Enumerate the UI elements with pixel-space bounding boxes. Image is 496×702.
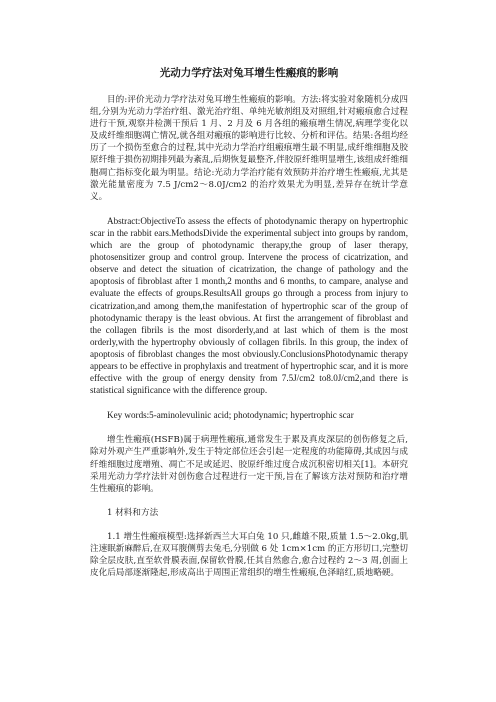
keywords: Key words:5-aminolevulinic acid; photodynamic; hypertrophic scar (107, 410, 354, 421)
introduction-paragraph: 增生性瘢痕(HSFB)属于病理性瘢痕,通常发生于累及真皮深层的创伤修复之后,除对外观产生严重影响外,发生于特定部位还会引起一定程度的功能障碍,其成因与成纤维细胞过度增殖、凋亡不足或延迟、胶原纤维过度合成沉积密切相关[1]。本研究采用光动力学疗法针对创伤愈合过程进行一定干预,旨在了解该方法对预防和治疗增生性瘢痕的影响。 (90, 435, 408, 494)
abstract-english: Abstract:ObjectiveTo assess the effects of photodynamic therapy on hypertrophic scar in the rabbit ears.MethodsDivide the experimental subject into groups by random, which are the group of photodynamic therapy,the group of laser therapy, photosensitizer group and control group. Intervene the process of cicatrization, and observe and detect the situation of cicatrization, the change of pathology and the apoptosis of fibroblast after 1 month,2 months and 6 months, to campare, analyse and evaluate the effects of groups.ResultsAll groups go through a process from injury to cicatrization,and among them,the manifestation of hypertrophic scar of the group of photodynamic therapy is the least obvious. At first the arrangement of fibroblast and the collagen fibrils is the most disorderly,and at last which of them is the most orderly,with the hypertrophy obviously of collagen fibrils. In this group, the index of apoptosis of fibroblast changes the most obviously.ConclusionsPhotodynamic therapy appears to be effective in prophylaxis and treatment of hypertrophic scar, and it is more effective with the group of energy density from 7.5J/cm2 to8.0J/cm2,and there is statistical significance with the difference group. (90, 215, 408, 396)
paper-title: 光动力学疗法对兔耳增生性瘢痕的影响 (159, 67, 339, 79)
section-1-1-paragraph: 1.1 增生性瘢痕模型:选择新西兰大耳白兔 10 只,雌雄不限,质量 1.5～2.0kg,肌注速眠新麻醉后,在双耳腹侧剪去兔毛,分别做 6 处 1cm×1cm 的正方形切口,完整切除全层皮肤,直至软骨膜表面,保留软骨膜,任其自然愈合,愈合过程约 2～3 周,创面上皮化后局部逐渐隆起,形成高出于周围正常组织的增生性瘢痕,色泽暗红,质地略硬。 (90, 531, 408, 579)
section-heading-materials-methods: 1 材料和方法 (107, 507, 159, 518)
abstract-chinese: 目的:评价光动力学疗法对兔耳增生性瘢痕的影响。方法:将实验对象随机分成四组,分别为光动力学治疗组、激光治疗组、单纯光敏剂组及对照组,针对瘢痕愈合过程进行干预,观察并检测干预后 1 月、2 月及 6 月各组的瘢痕增生情况,病理学变化以及成纤维细胞凋亡情况,就各组对瘢痕的影响进行比较、分析和评估。结果:各组均经历了一个损伤至愈合的过程,其中光动力学治疗组瘢痕增生最不明显,成纤维细胞及胶原纤维于损伤初期排列最为紊乱,后期恢复最整齐,伴胶原纤维明显增生,该组成纤维细胞凋亡指标变化最为明显。结论:光动力学治疗能有效预防并治疗增生性瘢痕,尤其是激光能量密度为 7.5 J/cm2～8.0J/cm2 的治疗效果尤为明显,差异存在统计学意义。 (90, 95, 408, 202)
